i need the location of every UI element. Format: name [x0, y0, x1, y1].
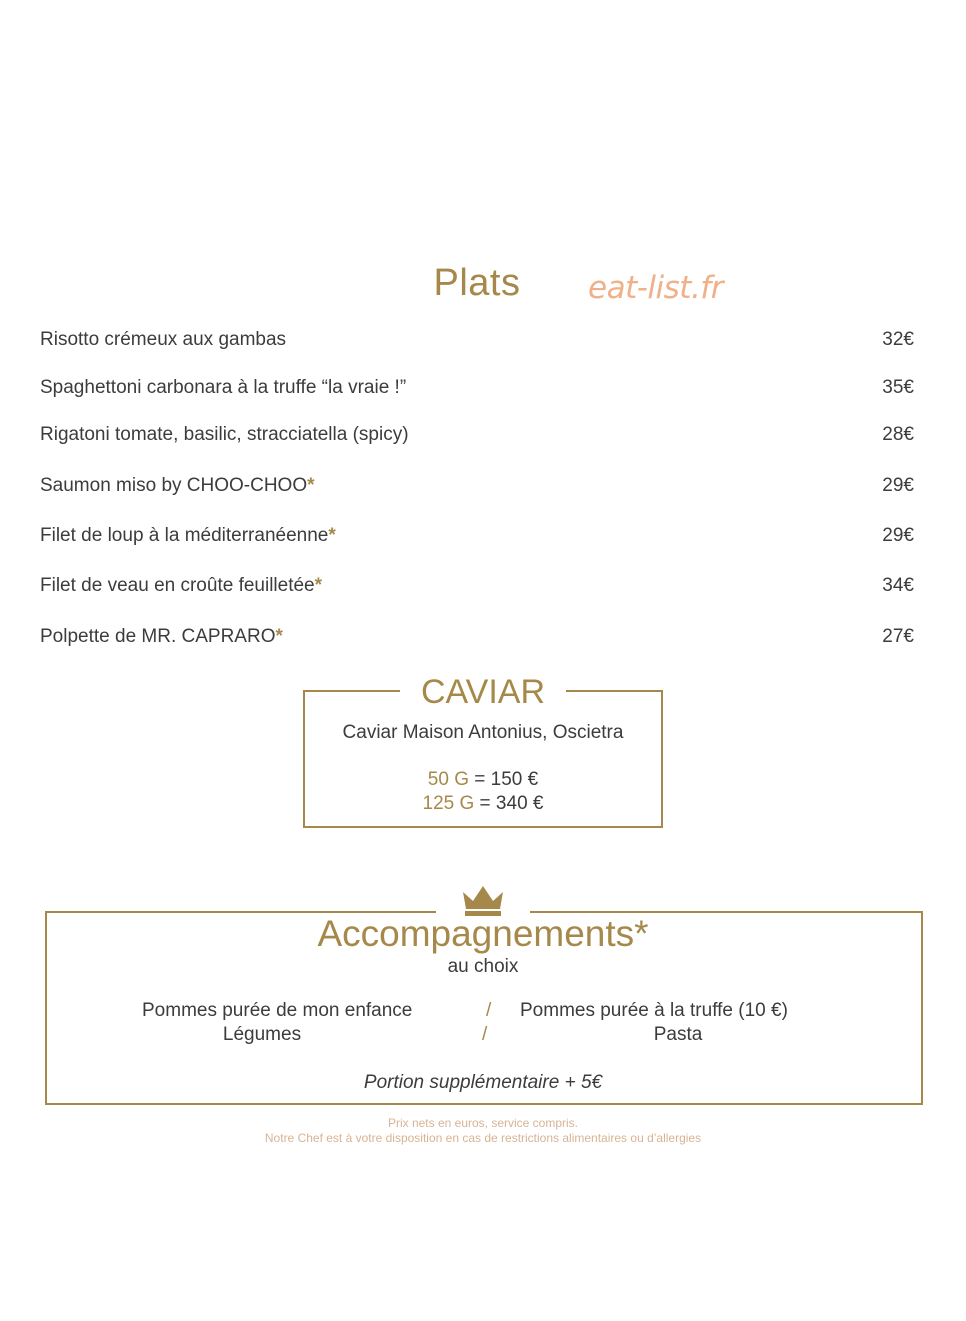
side-separator: / — [482, 1024, 488, 1045]
plats-title: Plats — [433, 262, 521, 304]
side-option: Pommes purée de mon enfance — [142, 1000, 413, 1021]
dish-price: 34€ — [882, 575, 914, 596]
dish-price: 29€ — [882, 525, 914, 546]
watermark: eat-list.fr — [588, 270, 723, 306]
dish-price: 28€ — [882, 424, 914, 445]
dish-name: Filet de veau en croûte feuilletée* — [40, 575, 323, 596]
footnote-allergies: Notre Chef est à votre disposition en cas de restrictions alimentaires ou d’allergies — [264, 1131, 702, 1145]
side-option: Légumes — [222, 1024, 302, 1045]
accompagnements-title: Accompagnements* — [317, 913, 649, 954]
dish-price: 29€ — [882, 475, 914, 496]
dish-name: Rigatoni tomate, basilic, stracciatella (spicy) — [40, 424, 409, 445]
side-option: Pommes purée à la truffe (10 €) — [520, 1000, 788, 1021]
side-option: Pasta — [653, 1024, 703, 1045]
caviar-description: Caviar Maison Antonius, Oscietra — [342, 722, 624, 743]
dish-name: Filet de loup à la méditerranéenne* — [40, 525, 336, 546]
caviar-price: 50 G = 150 € — [427, 769, 539, 790]
accompagnements-subtitle: au choix — [447, 956, 519, 977]
footnote-prices: Prix nets en euros, service compris. — [387, 1116, 579, 1130]
dish-price: 27€ — [882, 626, 914, 647]
dish-price: 32€ — [882, 329, 914, 350]
dish-name: Risotto crémeux aux gambas — [40, 329, 287, 350]
caviar-price: 125 G = 340 € — [422, 793, 544, 814]
dish-name: Saumon miso by CHOO-CHOO* — [40, 475, 315, 496]
dish-name: Polpette de MR. CAPRARO* — [40, 626, 283, 647]
side-separator: / — [486, 1000, 492, 1021]
dish-price: 35€ — [882, 377, 914, 398]
extra-portion-note: Portion supplémentaire + 5€ — [363, 1072, 603, 1093]
dish-name: Spaghettoni carbonara à la truffe “la vraie !” — [40, 377, 407, 398]
caviar-title: CAVIAR — [400, 670, 566, 714]
